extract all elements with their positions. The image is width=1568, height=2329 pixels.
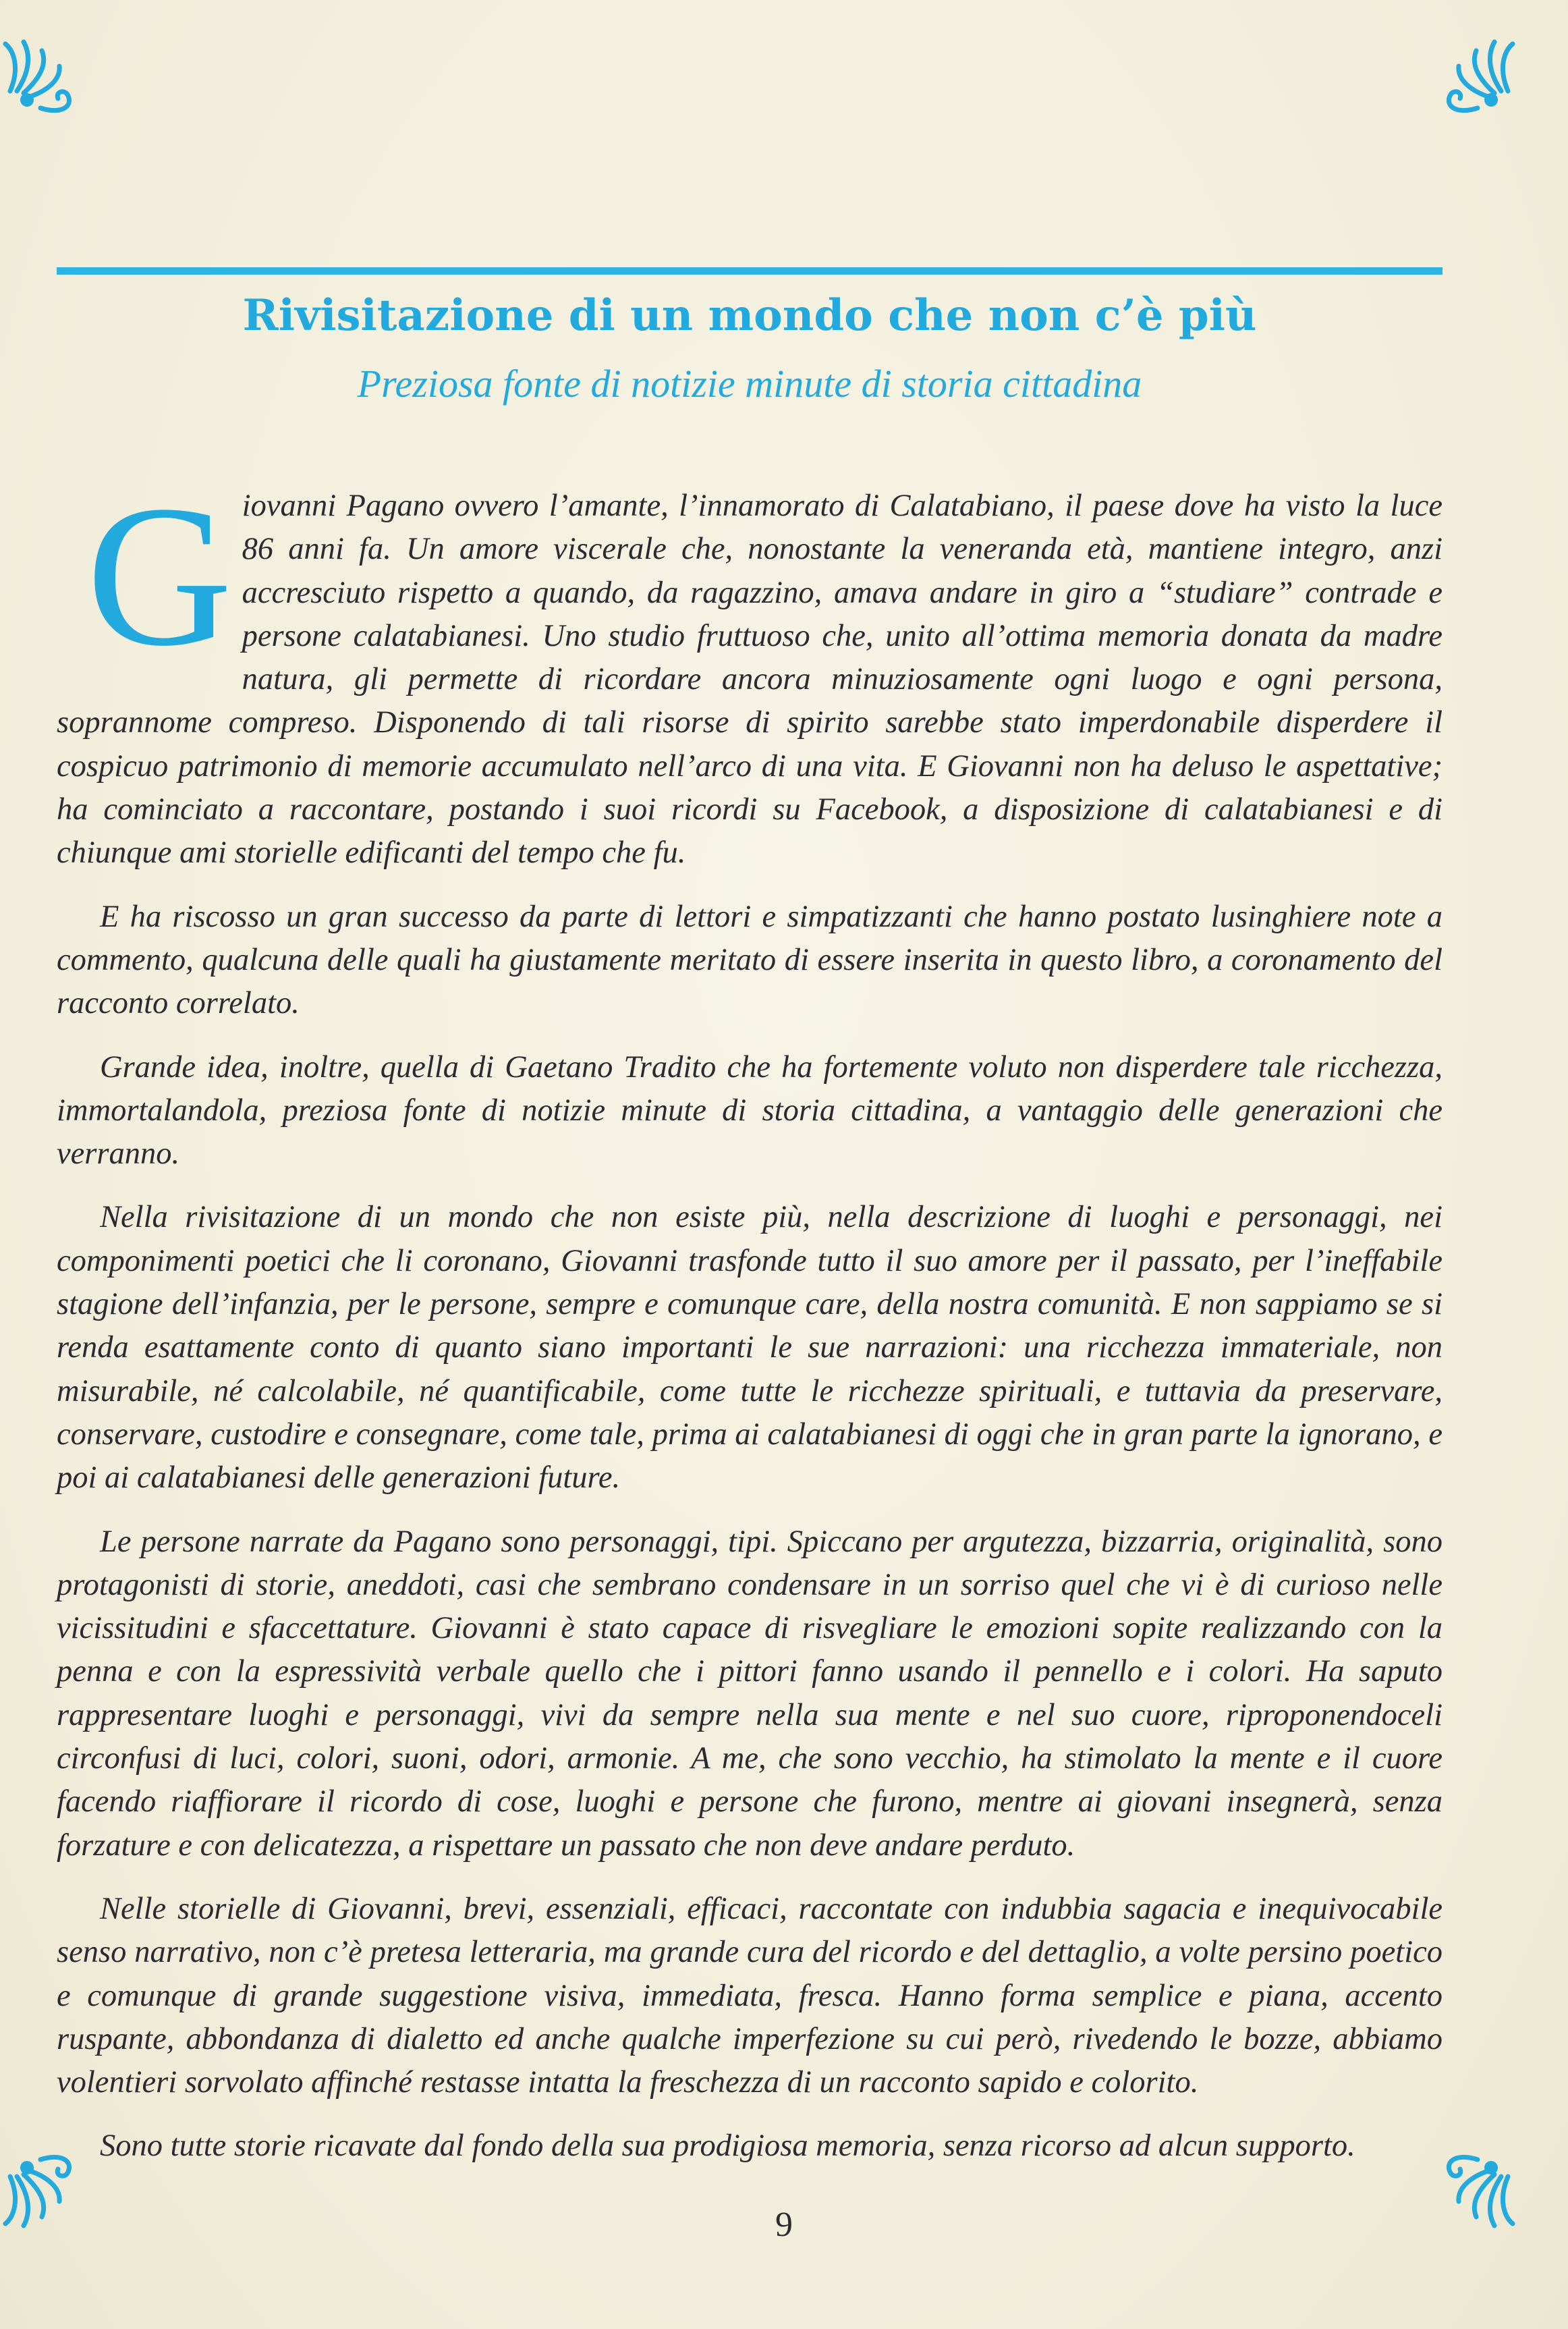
paragraph: E ha riscosso un gran successo da parte di lettori e simpatizzanti che hanno postato lusinghiere note a commento, qualcuna delle quali ha giustamente meritato di essere inserita in questo libro, a coronamento del racconto correlato. bbox=[57, 899, 1443, 1021]
page-subtitle: Preziosa fonte di notizie minute di storia cittadina bbox=[357, 362, 1142, 406]
paragraph: Grande idea, inoltre, quella di Gaetano Tradito che ha fortemente voluto non disperdere tale ricchezza, immortalandola, preziosa fonte di notizie minute di storia cittadina, a vantaggio delle generazioni che verranno. bbox=[57, 1049, 1443, 1172]
paragraph: Nella rivisitazione di un mondo che non esiste più, nella descrizione di luoghi e personaggi, nei componimenti poetici che li coronano, Giovanni trasfonde tutto il suo amore per il passato, per l’ineffabile stagione dell’infanzia, per le persone, sempre e comunque care, della nostra comunità. E non sappiamo se si renda esattamente conto di quanto siano importanti le sue narrazioni: una ricchezza immateriale, non misurabile, né calcolabile, né quantificabile, come tutte le ricchezze spirituali, e tuttavia da preservare, conservare, custodire e consegnare, come tale, prima ai calatabianesi di oggi che in gran parte la ignorano, e poi ai calatabianesi delle generazioni future. bbox=[57, 1200, 1443, 1496]
page-title: Rivisitazione di un mondo che non c’è più bbox=[242, 290, 1257, 341]
paragraph: Sono tutte storie ricavate dal fondo della sua prodigiosa memoria, senza ricorso ad alcun supporto. bbox=[100, 2129, 1355, 2164]
fleuron-icon bbox=[0, 27, 101, 128]
paragraph: Nelle storielle di Giovanni, brevi, essenziali, efficaci, raccontate con indubbia sagacia e inequivocabile senso narrativo, non c’è pretesa letteraria, ma grande cura del ricordo e del dettaglio, a volte persino poetico e comunque di grande suggestione visiva, immediata, fresca. Hanno forma semplice e piana, accento ruspante, abbondanza di dialetto ed anche qualche imperfezione su cui però, rivedendo le bozze, abbiamo volentieri sorvolato affinché restasse intatta la freschezza di un racconto sapido e colorito. bbox=[57, 1891, 1443, 2100]
fleuron-icon bbox=[1417, 27, 1518, 128]
paragraph: Le persone narrate da Pagano sono personaggi, tipi. Spiccano per argutezza, bizzarria, originalità, sono protagonisti di storie, aneddoti, casi che sembrano condensare in un sorriso quel che vi è di curioso nelle vicissitudini e sfaccettature. Giovanni è stato capace di risvegliare le emozioni sopite realizzando con la penna e con la espressività verbale quello che i pittori fanno usando il pennello e i colori. Ha saputo rappresentare luoghi e personaggi, vivi da sempre nella sua mente e nel suo cuore, riproponendoceli circonfusi di luci, colori, suoni, odori, armonie. A me, che sono vecchio, ha stimolato la mente e il cuore facendo riaffiorare il ricordo di cose, luoghi e persone che furono, mentre ai giovani insegnerà, senza forzature e con delicatezza, a rispettare un passato che non deve andare perduto. bbox=[57, 1524, 1443, 1863]
paragraph: Giovanni Pagano ovvero l’amante, l’innamorato di Calatabiano, il paese dove ha visto la luce 86 anni fa. Un amore viscerale che, nonostante la veneranda età, mantiene integro, anzi accresciuto rispetto a quando, da ragazzino, amava andare in giro a “studiare” contrade e persone calatabianesi. Uno studio fruttuoso che, unito all’ottima memoria donata da madre natura, gli permette di ricordare ancora minuziosamente ogni luogo e ogni persona, soprannome compreso. Disponendo di tali risorse di spirito sarebbe stato imperdonabile disperdere il cospicuo patrimonio di memorie accumulato nell’arco di una vita. E Giovanni non ha deluso le aspettative; ha cominciato a raccontare, postando i suoi ricordi su Facebook, a disposizione di calatabianesi e di chiunque ami storielle edificanti del tempo che fu. bbox=[57, 464, 1443, 871]
drop-cap: G bbox=[86, 464, 233, 688]
header-rule bbox=[57, 267, 1443, 275]
article-body bbox=[57, 464, 1443, 2189]
page-number: 9 bbox=[775, 2205, 793, 2244]
